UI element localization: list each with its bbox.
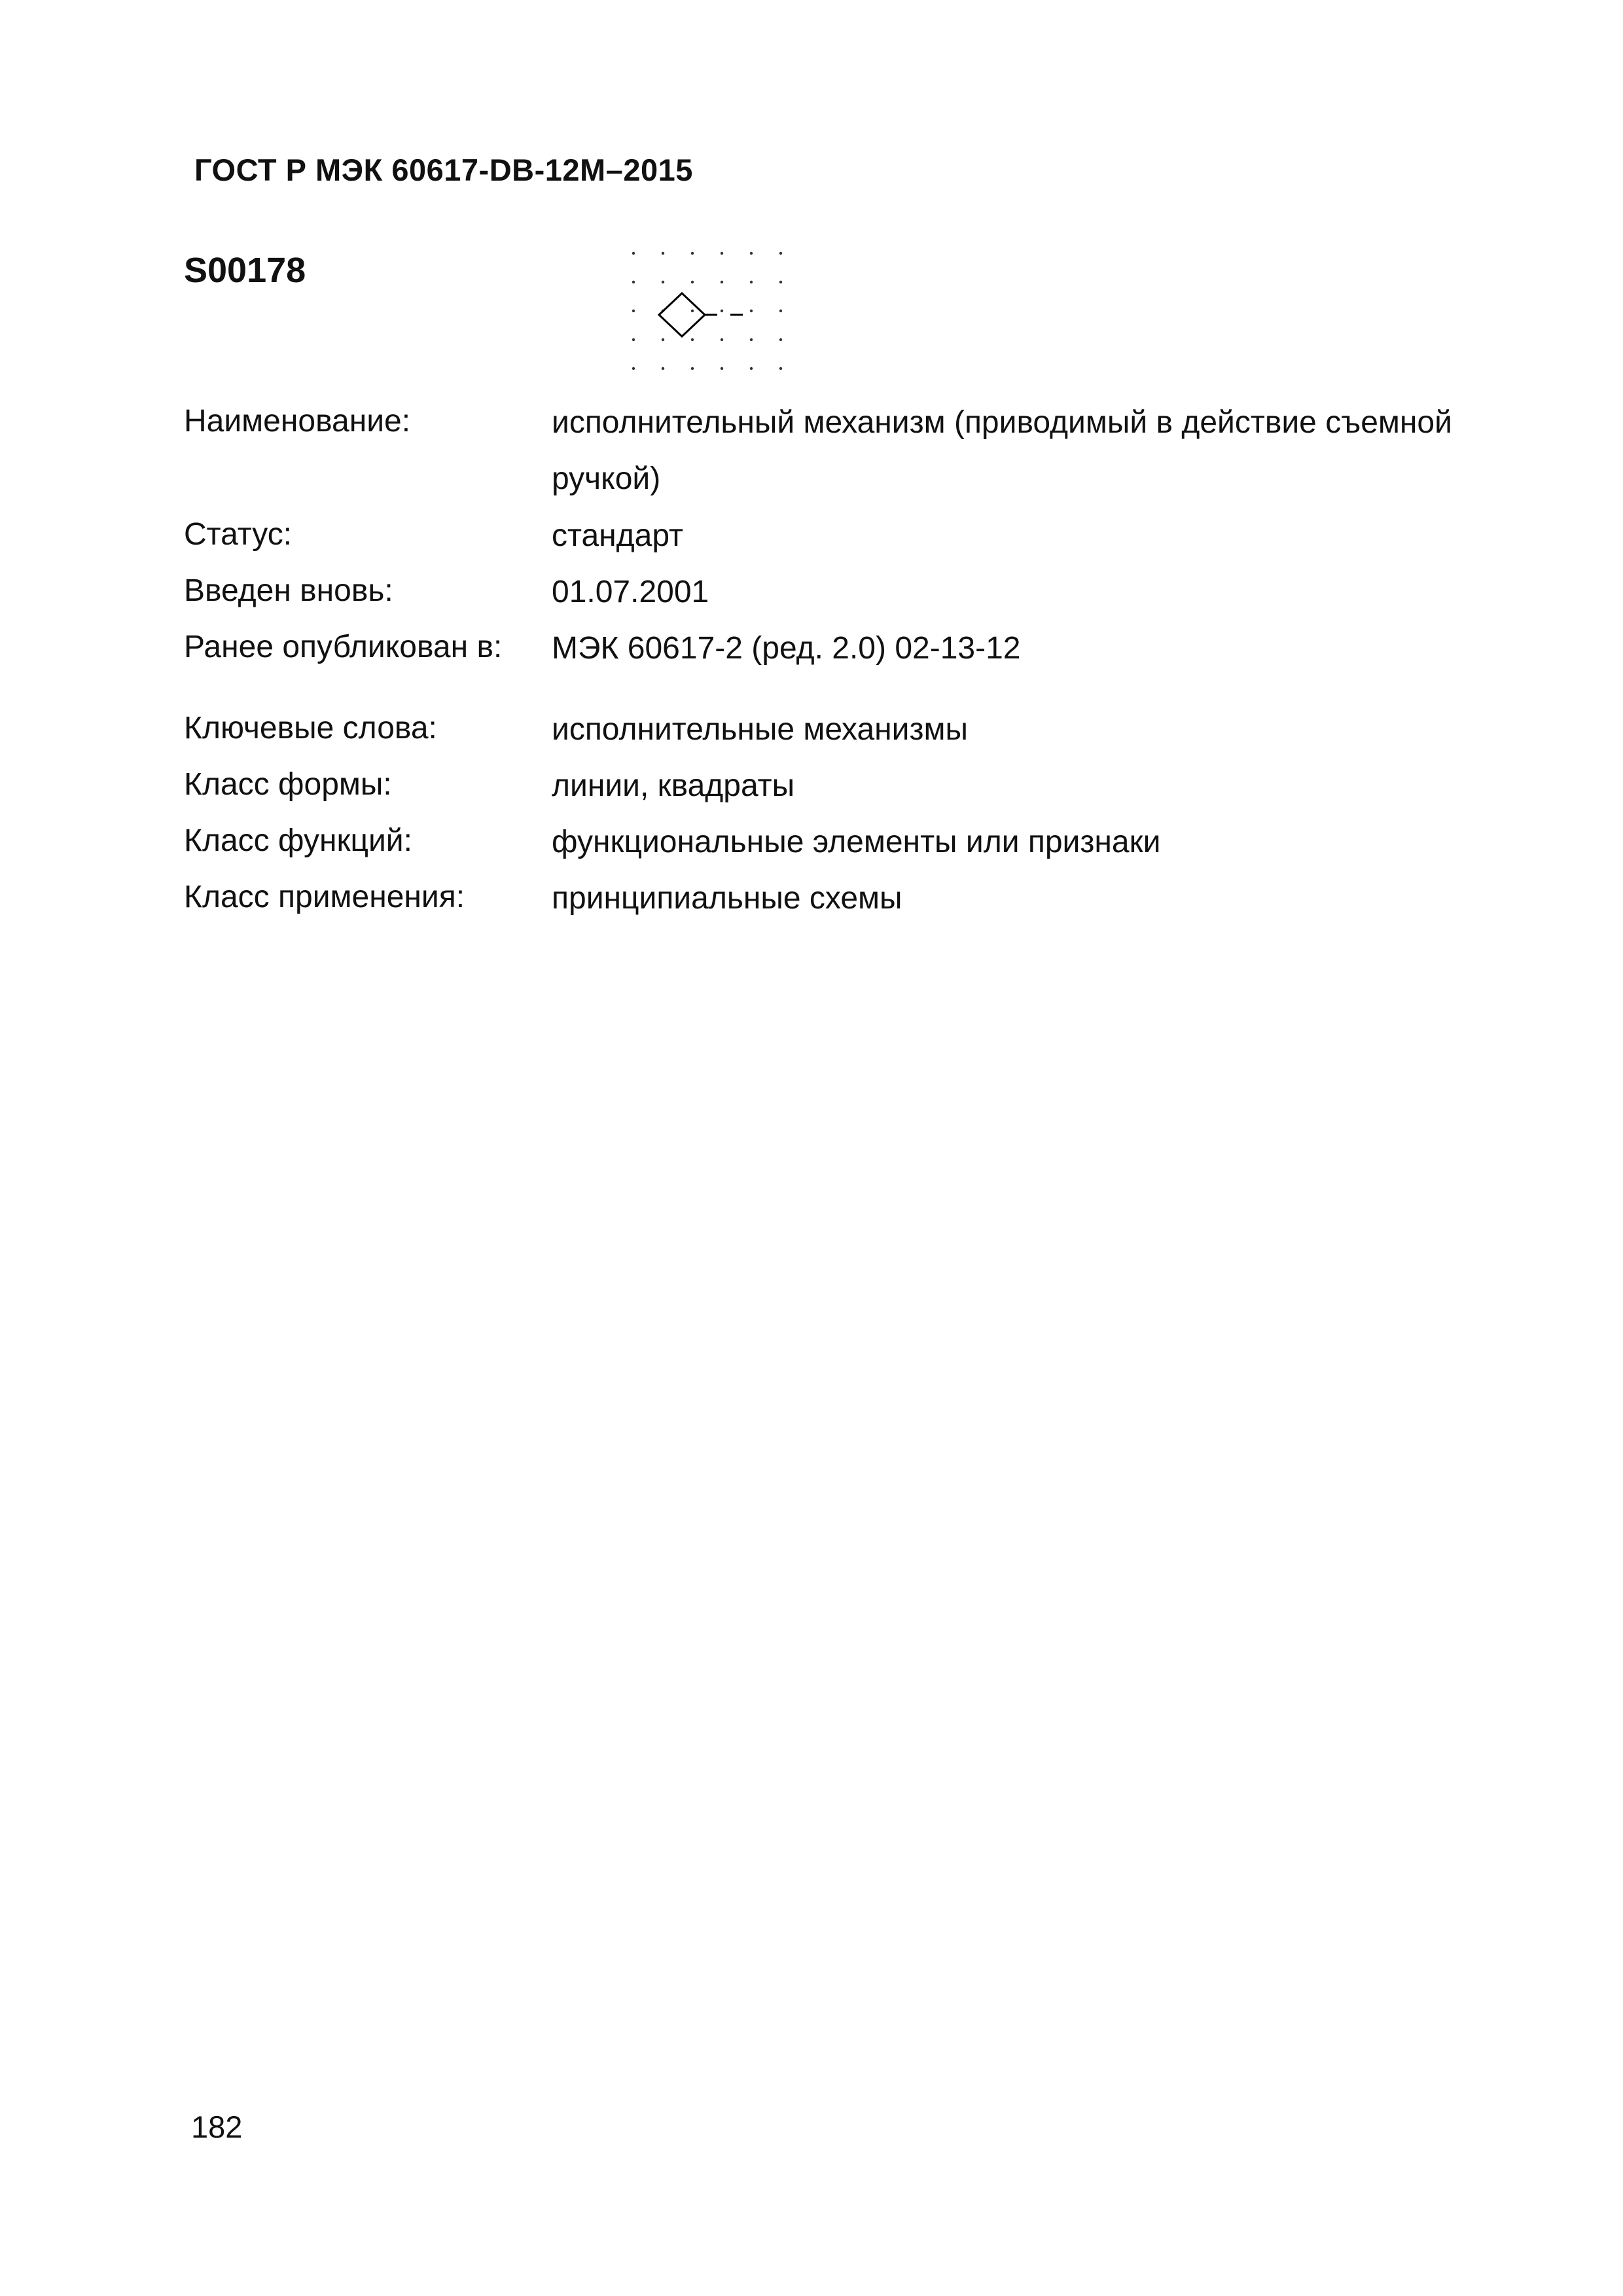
grid-dot [662, 338, 664, 341]
field-label-function-class: Класс функций: [184, 823, 412, 858]
field-value-introduced: 01.07.2001 [552, 575, 709, 609]
field-value-keywords: исполнительные механизмы [552, 712, 968, 747]
grid-dot [750, 281, 753, 283]
grid-dot [750, 252, 753, 255]
field-label-status: Статус: [184, 517, 293, 552]
grid-dot [721, 281, 723, 283]
field-value-previously-published: МЭК 60617-2 (ред. 2.0) 02-13-12 [552, 631, 1021, 666]
symbol-code: S00178 [184, 251, 306, 290]
grid-dot [721, 310, 723, 312]
grid-dot [662, 281, 664, 283]
field-value-status: стандарт [552, 518, 683, 553]
grid-dot [632, 338, 635, 341]
grid-dot [779, 252, 782, 255]
field-value-shape-class: линии, квадраты [552, 768, 795, 803]
page-number: 182 [191, 2109, 243, 2144]
grid-dot [632, 281, 635, 283]
grid-dot [632, 310, 635, 312]
field-label-application-class: Класс применения: [184, 880, 465, 914]
grid-dot [662, 367, 664, 370]
grid-dot [779, 338, 782, 341]
grid-dot [779, 367, 782, 370]
field-label-introduced: Введен вновь: [184, 573, 393, 608]
field-value-application-class: принципиальные схемы [552, 881, 902, 916]
field-label-shape-class: Класс формы: [184, 767, 392, 802]
field-label-keywords: Ключевые слова: [184, 711, 437, 745]
grid-dot [750, 310, 753, 312]
grid-dot [691, 252, 694, 255]
grid-dot [779, 310, 782, 312]
field-label-name: Наименование: [184, 404, 411, 439]
grid-dot [721, 252, 723, 255]
grid-dot [691, 281, 694, 283]
grid-dot [721, 367, 723, 370]
grid-dot [721, 338, 723, 341]
grid-dot [632, 252, 635, 255]
grid-dot [750, 338, 753, 341]
field-label-previously-published: Ранее опубликован в: [184, 630, 503, 664]
grid-dot [691, 367, 694, 370]
grid-dot [691, 310, 694, 312]
field-value-name: исполнительный механизм (приводимый в действие съемной ручкой) [552, 405, 1452, 496]
field-value-function-class: функциональные элементы или признаки [552, 825, 1161, 859]
grid-dot [662, 252, 664, 255]
actuator-removable-handle-icon [622, 245, 792, 376]
grid-dot [779, 281, 782, 283]
document-title: ГОСТ Р МЭК 60617-DB-12M–2015 [194, 152, 693, 187]
grid-dot [750, 367, 753, 370]
grid-dot [691, 338, 694, 341]
grid-dot [632, 367, 635, 370]
